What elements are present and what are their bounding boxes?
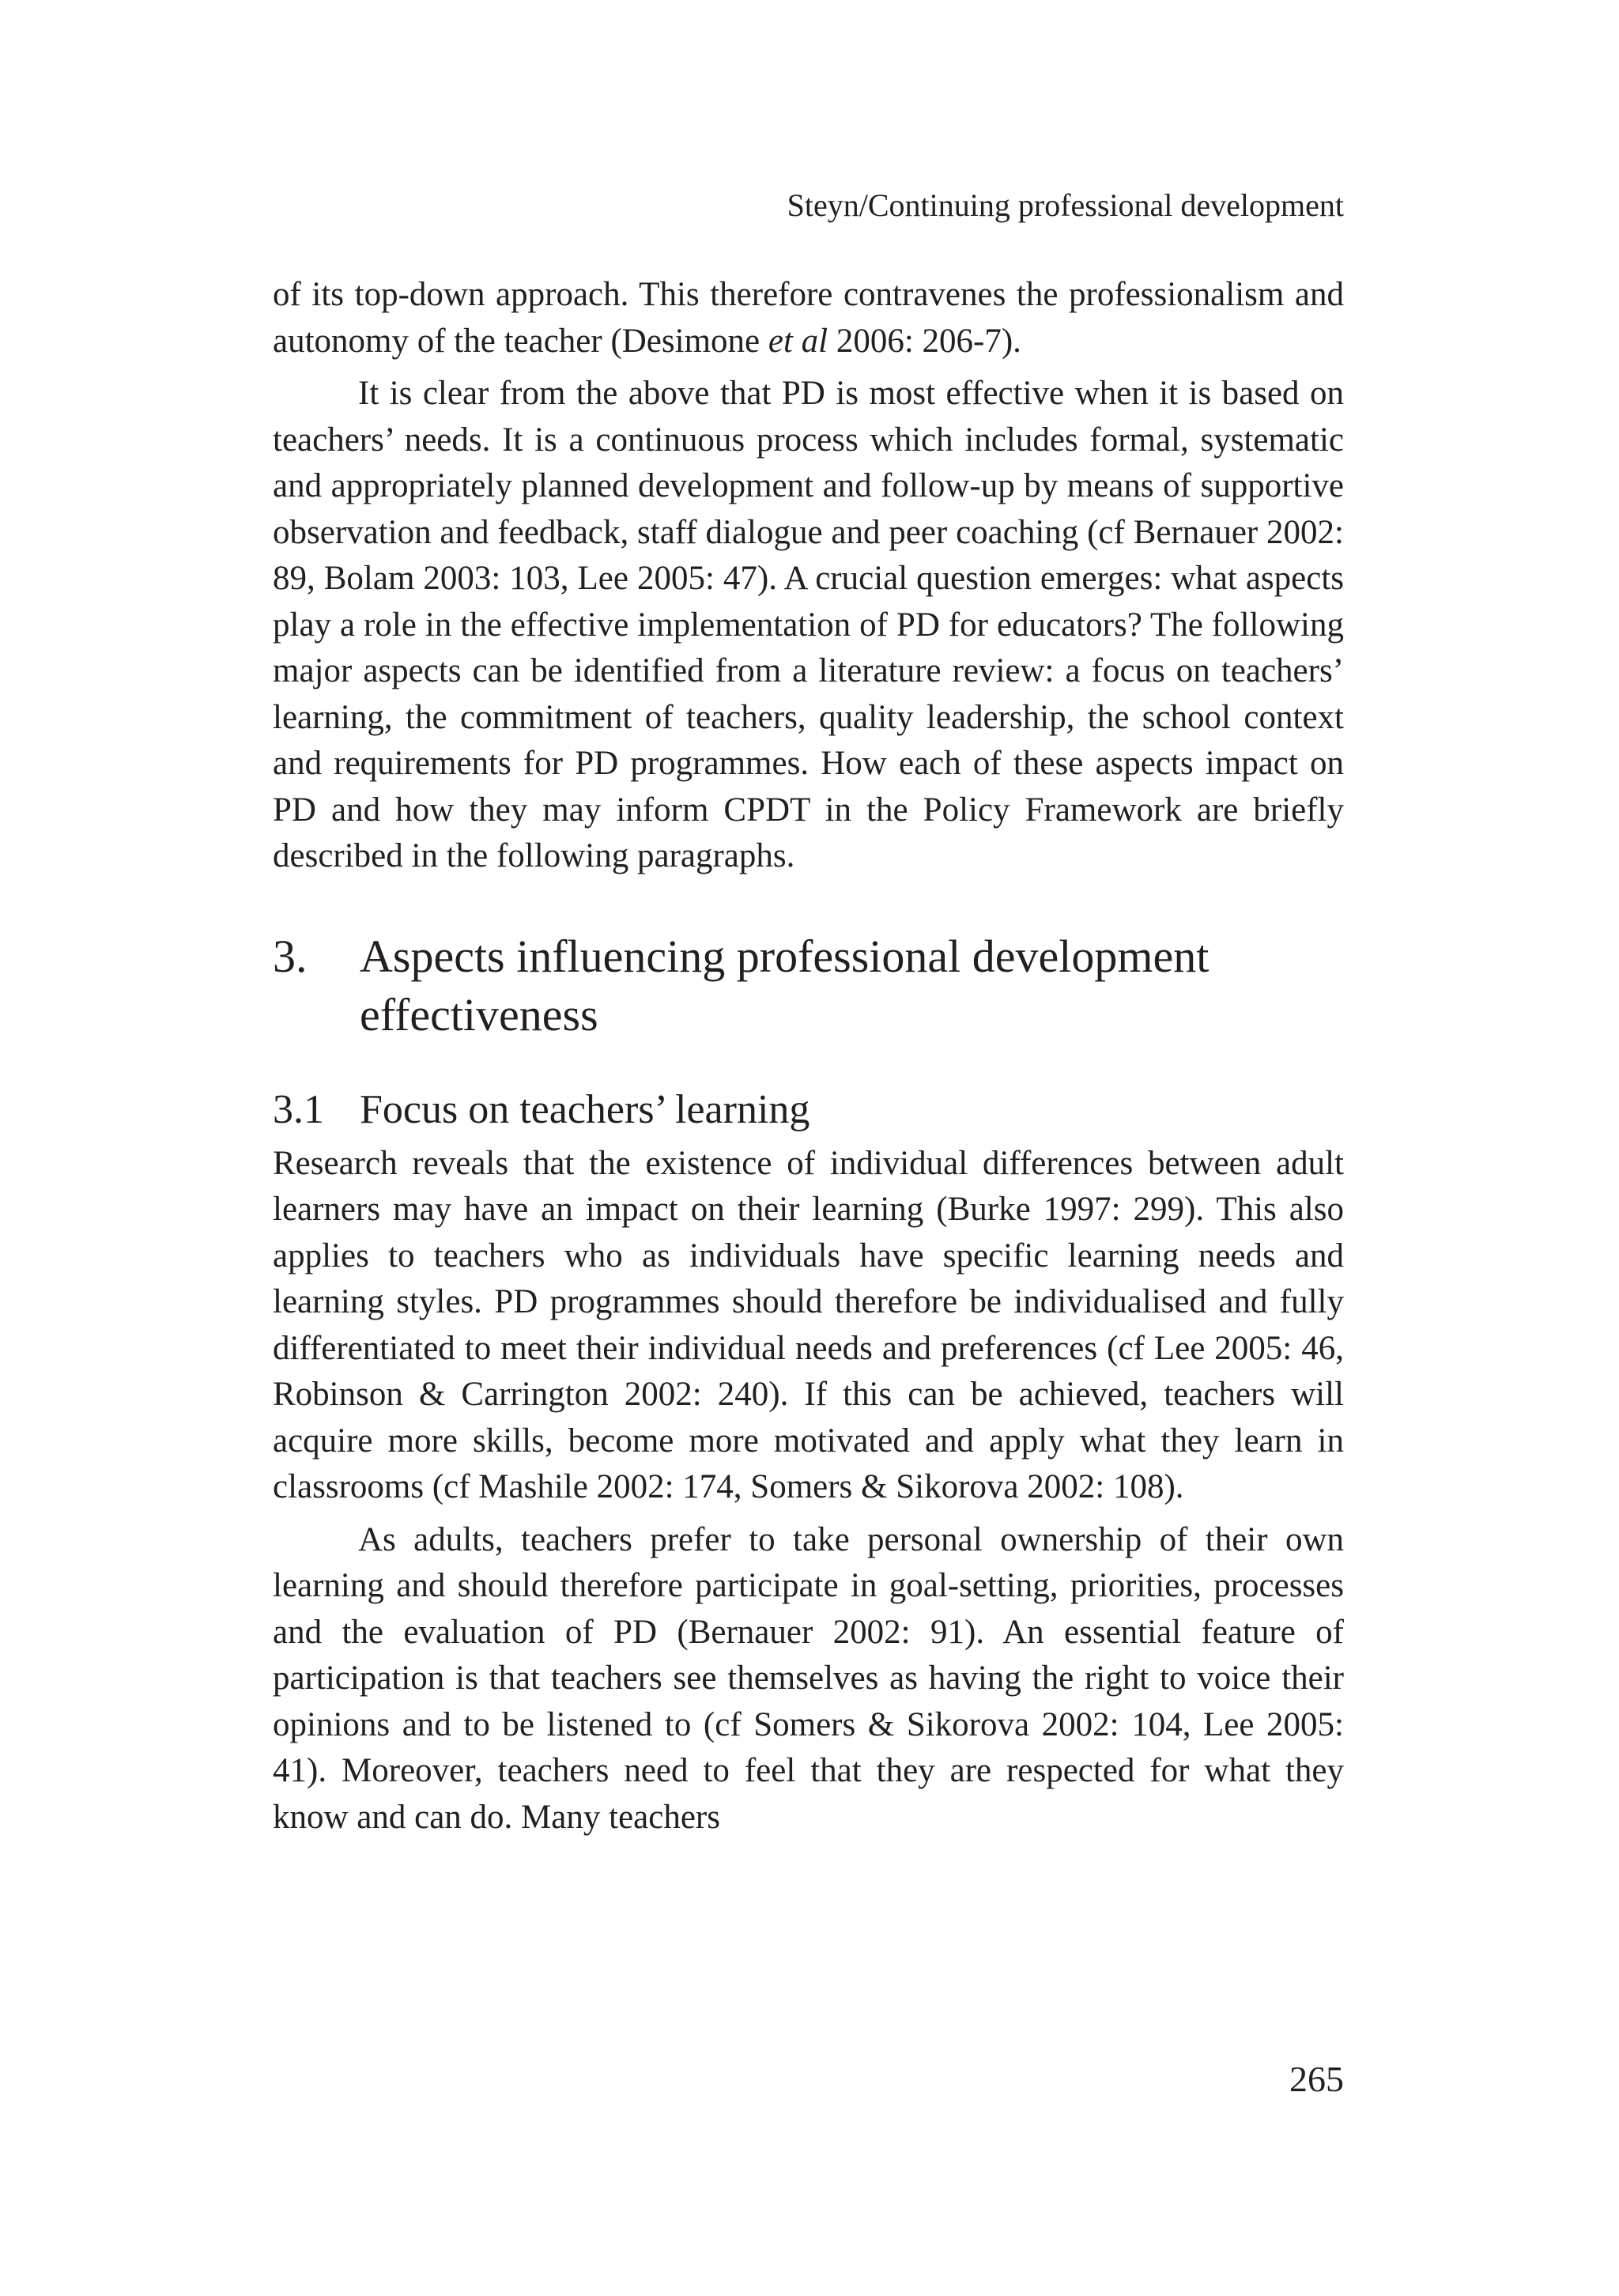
text-run: As adults, teachers prefer to take personal ownership of their own learning and should therefore participate in goal-setting, priorities, processes and the evaluation of PD (Bernauer 2002: 91). An essential feature of participation is that teachers see themselves as having the right to voice their opinions and to be listened to (cf Somers & Sikorova 2002: 104, Lee 2005: 41). Moreover, teachers need to feel that they are respected for what they know and can do. Many teachers (273, 1520, 1344, 1836)
section-title: Aspects influencing professional development effectiveness (360, 930, 1210, 1040)
paragraph-ownership (273, 1517, 1344, 1841)
subsection-number: 3.1 (273, 1086, 324, 1132)
subsection-title: Focus on teachers’ learning (360, 1086, 810, 1132)
text-run: of its top-down approach. This therefore contravenes the professionalism and autonomy of the teacher (Desimone (273, 276, 1344, 360)
section-number: 3. (273, 930, 308, 982)
paragraph-continued (273, 272, 1344, 364)
text-run: It is clear from the above that PD is most effective when it is based on teachers’ needs. It is a continuous process which includes formal, systematic and appropriately planned development and follow-up by means of supportive observation and feedback, staff dialogue and peer coaching (cf Bernauer 2002: 89, Bolam 2003: 103, Lee 2005: 47). A crucial question emerges: what aspects play a role in the effective implementation of PD for educators? The following major aspects can be identified from a literature review: a focus on teachers’ learning, the commitment of teachers, quality leadership, the school context and requirements for PD programmes. How each of these aspects impact on PD and how they may inform CPDT in the Policy Framework are briefly described in the following paragraphs. (273, 375, 1344, 874)
text-run: 2006: 206-7). (828, 322, 1021, 360)
text-run: Research reveals that the existence of individual differences between adult learners may have an impact on their learning (Burke 1997: 299). This also applies to teachers who as individuals have specific learning needs and learning styles. PD programmes should therefore be individualised and fully differentiated to meet their individual needs and preferences (cf Lee 2005: 46, Robinson & Carrington 2002: 240). If this can be achieved, teachers will acquire more skills, become more motivated and apply what they learn in classrooms (cf Mashile 2002: 174, Somers & Sikorova 2002: 108). (273, 1144, 1344, 1505)
page-number: 265 (1289, 2059, 1344, 2099)
italic-run: et al (768, 322, 828, 360)
running-head: Steyn/Continuing professional development (787, 187, 1344, 223)
section-heading (273, 927, 1344, 1044)
subsection-heading (273, 1084, 1344, 1136)
page-body (273, 272, 1344, 1841)
paragraph-individual-differences (273, 1141, 1344, 1511)
paragraph-pd-effectiveness (273, 371, 1344, 880)
